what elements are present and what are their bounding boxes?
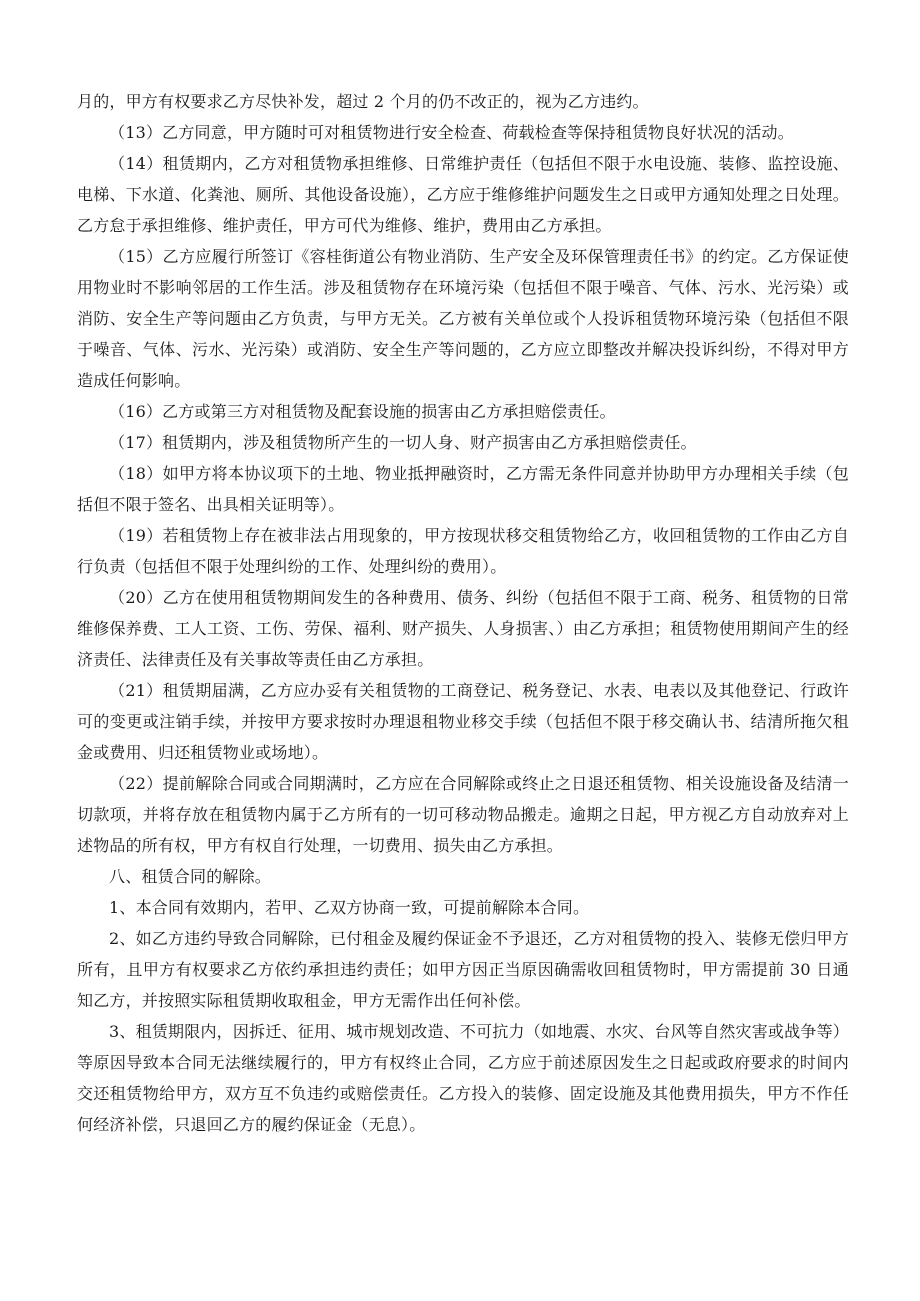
termination-item-1: 1、本合同有效期内，若甲、乙双方协商一致，可提前解除本合同。	[109, 898, 590, 917]
section-heading-termination: 八、租赁合同的解除。	[109, 867, 272, 886]
clause-17: （17）租赁期内，涉及租赁物所产生的一切人身、财产损害由乙方承担赔偿责任。	[109, 433, 697, 452]
clause-19: （19）若租赁物上存在被非法占用现象的，甲方按现状移交租赁物给乙方，收回租赁物的工作由乙方自行负责（包括但不限于处理纠纷的工作、处理纠纷的费用）。	[77, 526, 849, 576]
termination-item-2: 2、如乙方违约导致合同解除，已付租金及履约保证金不予退还，乙方对租赁物的投入、装修无偿归甲方所有，且甲方有权要求乙方依约承担违约责任；如甲方因正当原因确需收回租赁物时，甲方需提前 30 日通知乙方，并按照实际租赁期收取租金，甲方无需作出任何补偿。	[77, 929, 849, 1010]
clause-16: （16）乙方或第三方对租赁物及配套设施的损害由乙方承担赔偿责任。	[109, 402, 616, 421]
document-body	[77, 86, 849, 1140]
clause-14: （14）租赁期内，乙方对租赁物承担维修、日常维护责任（包括但不限于水电设施、装修、监控设施、电梯、下水道、化粪池、厕所、其他设备设施），乙方应于维修维护问题发生之日或甲方通知处理之日处理。乙方怠于承担维修、维护责任，甲方可代为维修、维护，费用由乙方承担。	[77, 154, 849, 235]
clause-15: （15）乙方应履行所签订《容桂街道公有物业消防、生产安全及环保管理责任书》的约定。乙方保证使用物业时不影响邻居的工作生活。涉及租赁物存在环境污染（包括但不限于噪音、气体、污水、光污染）或消防、安全生产等问题由乙方负责，与甲方无关。乙方被有关单位或个人投诉租赁物环境污染（包括但不限于噪音、气体、污水、光污染）或消防、安全生产等问题的，乙方应立即整改并解决投诉纠纷，不得对甲方造成任何影响。	[77, 247, 849, 390]
clause-22: （22）提前解除合同或合同期满时，乙方应在合同解除或终止之日退还租赁物、相关设施设备及结清一切款项，并将存放在租赁物内属于乙方所有的一切可移动物品搬走。逾期之日起，甲方视乙方自动放弃对上述物品的所有权，甲方有权自行处理，一切费用、损失由乙方承担。	[77, 774, 849, 855]
clause-13: （13）乙方同意，甲方随时可对租赁物进行安全检查、荷载检查等保持租赁物良好状况的活动。	[109, 123, 794, 142]
clause-20: （20）乙方在使用租赁物期间发生的各种费用、债务、纠纷（包括但不限于工商、税务、租赁物的日常维修保养费、工人工资、工伤、劳保、福利、财产损失、人身损害、）由乙方承担；租赁物使用期间产生的经济责任、法律责任及有关事故等责任由乙方承担。	[77, 588, 849, 669]
clause-21: （21）租赁期届满，乙方应办妥有关租赁物的工商登记、税务登记、水表、电表以及其他登记、行政许可的变更或注销手续，并按甲方要求按时办理退租物业移交手续（包括但不限于移交确认书、结清所拖欠租金或费用、归还租赁物业或场地）。	[77, 681, 849, 762]
termination-item-3: 3、租赁期限内，因拆迁、征用、城市规划改造、不可抗力（如地震、水灾、台风等自然灾害或战争等）等原因导致本合同无法继续履行的，甲方有权终止合同，乙方应于前述原因发生之日起或政府要求的时间内交还租赁物给甲方，双方互不负违约或赔偿责任。乙方投入的装修、固定设施及其他费用损失，甲方不作任何经济补偿，只退回乙方的履约保证金（无息）。	[77, 1022, 849, 1134]
clause-18: （18）如甲方将本协议项下的土地、物业抵押融资时，乙方需无条件同意并协助甲方办理相关手续（包括但不限于签名、出具相关证明等）。	[77, 464, 849, 514]
paragraph-continuation: 月的，甲方有权要求乙方尽快补发，超过 2 个月的仍不改正的，视为乙方违约。	[77, 92, 649, 111]
